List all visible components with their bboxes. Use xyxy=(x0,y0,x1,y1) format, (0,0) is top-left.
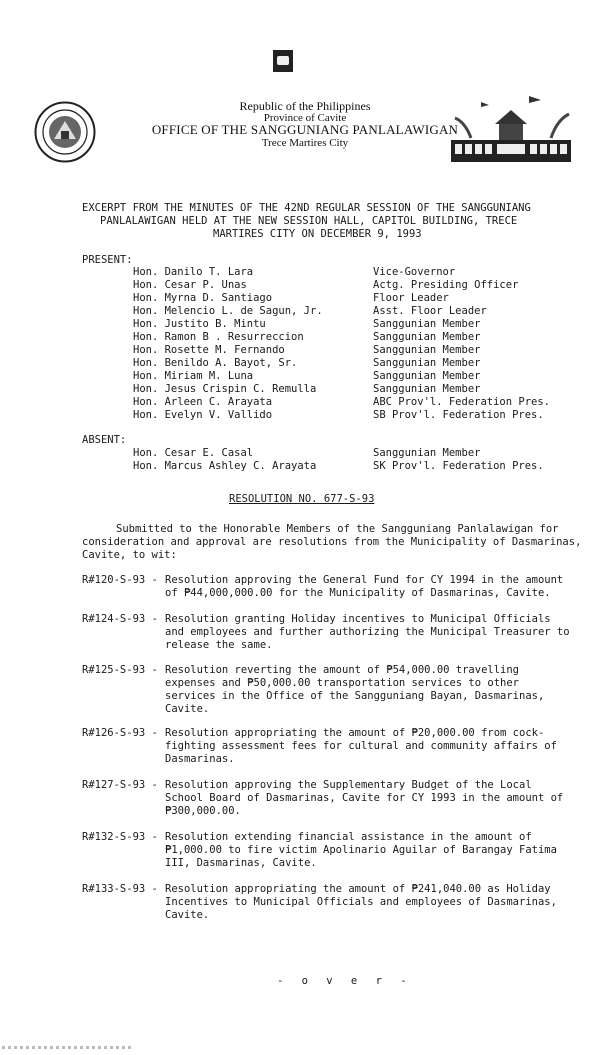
resolution-text: Resolution extending financial assistance in the amount of ₱1,000.00 to fire victim Apolinario Aguilar of Barangay Fatima III, Dasmarinas, Cavite. xyxy=(165,831,557,869)
document-title-line-2: PANLALAWIGAN HELD AT THE NEW SESSION HALL, CAPITOL BUILDING, TRECE xyxy=(100,215,518,227)
present-member-name: Hon. Arleen C. Arayata xyxy=(133,396,273,408)
document-title-line-3: MARTIRES CITY ON DECEMBER 9, 1993 xyxy=(213,228,422,240)
present-member-position: Sanggunian Member xyxy=(373,383,481,395)
present-member-name: Hon. Rosette M. Fernando xyxy=(133,344,285,356)
resolution-id: R#120-S-93 - xyxy=(82,574,158,586)
header-province: Province of Cavite xyxy=(263,112,347,124)
present-member-name: Hon. Melencio L. de Sagun, Jr. xyxy=(133,305,323,317)
present-member-position: SB Prov'l. Federation Pres. xyxy=(373,409,544,421)
present-member-position: Actg. Presiding Officer xyxy=(373,279,519,291)
present-label: PRESENT: xyxy=(82,254,133,266)
scan-footer-mark xyxy=(2,1046,132,1049)
header-republic: Republic of the Philippines xyxy=(239,99,371,113)
present-member-position: Floor Leader xyxy=(373,292,449,304)
absent-member-position: Sanggunian Member xyxy=(373,447,481,459)
present-member-position: Sanggunian Member xyxy=(373,344,481,356)
present-member-position: Sanggunian Member xyxy=(373,331,481,343)
document-title-line-1: EXCERPT FROM THE MINUTES OF THE 42ND REGULAR SESSION OF THE SANGGUNIANG xyxy=(82,202,531,214)
resolution-id: R#133-S-93 - xyxy=(82,883,158,895)
present-member-position: Sanggunian Member xyxy=(373,357,481,369)
resolution-text: Resolution appropriating the amount of ₱241,040.00 as Holiday Incentives to Municipal Officials and employees of Dasmarinas, Cavite. xyxy=(165,883,557,921)
provincial-seal-icon xyxy=(34,101,96,163)
resolution-id: R#127-S-93 - xyxy=(82,779,158,791)
present-member-position: Sanggunian Member xyxy=(373,370,481,382)
resolution-id: R#125-S-93 - xyxy=(82,664,158,676)
present-member-name: Hon. Ramon B . Resurreccion xyxy=(133,331,304,343)
resolution-text: Resolution approving the Supplementary Budget of the Local School Board of Dasmarinas, Cavite for CY 1993 in the amount of ₱300,000.00. xyxy=(165,779,564,817)
resolution-id: R#126-S-93 - xyxy=(82,727,158,739)
resolution-text: Resolution approving the General Fund for CY 1994 in the amount of ₱44,000,000.00 for the Municipality of Dasmarinas, Cavite. xyxy=(165,574,564,599)
header-city: Trece Martires City xyxy=(261,137,349,149)
resolution-id: R#132-S-93 - xyxy=(82,831,158,843)
header-office: OFFICE OF THE SANGGUNIANG PANLALAWIGAN xyxy=(151,122,459,137)
present-member-position: ABC Prov'l. Federation Pres. xyxy=(373,396,551,408)
resolution-id: R#124-S-93 - xyxy=(82,613,158,625)
present-member-name: Hon. Justito B. Mintu xyxy=(133,318,266,330)
over-marker: - o v e r - xyxy=(277,975,413,987)
absent-member-position: SK Prov'l. Federation Pres. xyxy=(373,460,544,472)
resolution-number: RESOLUTION NO. 677-S-93 xyxy=(229,493,375,505)
present-member-name: Hon. Benildo A. Bayot, Sr. xyxy=(133,357,298,369)
present-member-name: Hon. Myrna D. Santiago xyxy=(133,292,273,304)
resolution-text: Resolution reverting the amount of ₱54,000.00 travelling expenses and ₱50,000.00 transportation services to other services in the Office of the Sangguniang Bayan, Dasmarinas, Cavite. xyxy=(165,664,545,715)
present-member-name: Hon. Danilo T. Lara xyxy=(133,266,254,278)
resolution-text: Resolution appropriating the amount of ₱20,000.00 from cock-fighting assessment fees for cultural and community affairs of Dasmarinas. xyxy=(165,727,557,765)
present-member-position: Asst. Floor Leader xyxy=(373,305,487,317)
absent-label: ABSENT: xyxy=(82,434,127,446)
present-member-position: Vice-Governor xyxy=(373,266,456,278)
absent-member-name: Hon. Marcus Ashley C. Arayata xyxy=(133,460,317,472)
intro-paragraph: Submitted to the Honorable Members of the Sangguniang Panlalawigan for consideration and approval are resolutions from the Municipality of Dasmarinas, Cavite, to wit: xyxy=(82,523,582,561)
top-emblem-icon xyxy=(273,50,293,72)
absent-member-name: Hon. Cesar E. Casal xyxy=(133,447,254,459)
present-member-name: Hon. Evelyn V. Vallido xyxy=(133,409,273,421)
present-member-name: Hon. Cesar P. Unas xyxy=(133,279,247,291)
present-member-name: Hon. Jesus Crispin C. Remulla xyxy=(133,383,317,395)
present-member-position: Sanggunian Member xyxy=(373,318,481,330)
resolution-text: Resolution granting Holiday incentives to Municipal Officials and employees and further authorizing the Municipal Treasurer to release the same. xyxy=(165,613,570,651)
present-member-name: Hon. Miriam M. Luna xyxy=(133,370,254,382)
